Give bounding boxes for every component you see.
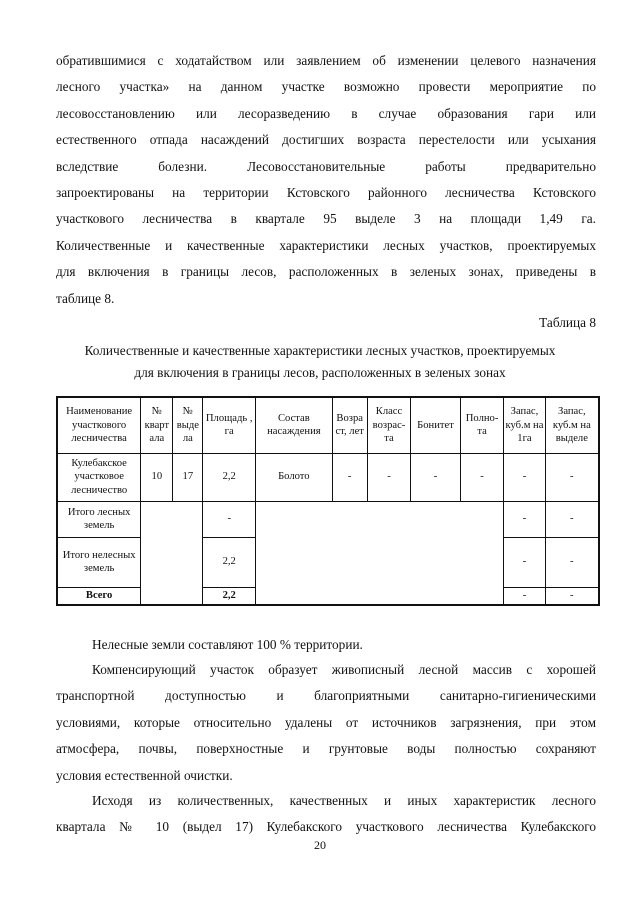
header-cell: Возра ст, лет [332,397,367,453]
table-cell-empty [256,501,504,605]
table-cell-empty [141,501,203,605]
text-line: лесного участка» на данном участке возможно провести мероприятие по [56,79,596,95]
text-line: для включения в границы лесов, расположенных в зеленых зонах, приведены в [56,264,596,280]
table-caption [40,340,600,384]
table-cell: - [545,453,599,501]
conclusion-paragraph [56,788,596,841]
table-row [57,453,599,501]
table-cell: 2,2 [203,587,256,605]
text-line: лесовосстановлению или лесоразведению в случае образования гари или [56,105,596,121]
table-cell: - [545,587,599,605]
table-cell: - [367,453,410,501]
text-line: условия естественной очистки. [56,767,233,783]
table-row [57,501,599,537]
table-cell: 10 [141,453,173,501]
table-cell: Всего [57,587,141,605]
text-line: обратившимися с ходатайством или заявлением об изменении целевого назначения [56,53,596,68]
text-line: условиями, которые относительно удалены от источников загрязнения, при этом [56,714,596,730]
forest-plots-table [56,396,600,606]
table-cell: - [504,501,545,537]
table-cell: - [332,453,367,501]
table-cell: - [504,453,545,501]
text-line: атмосфера, почвы, поверхностные и грунтовые воды полностью сохраняют [56,741,596,757]
compensating-plot-paragraph [56,657,596,789]
header-cell: Запас, куб.м на выделе [545,397,599,453]
text-line: запроектированы на территории Кстовского районного лесничества Кстовского [56,185,596,201]
table-caption-line: для включения в границы лесов, расположенных в зеленых зонах [134,365,506,380]
text-line: Компенсирующий участок образует живописный лесной массив с хорошей [92,662,596,677]
header-cell: Наименование участкового лесничества [57,397,141,453]
text-line: вследствие болезни. Лесовосстановительные работы предварительно [56,158,596,174]
table-cell: Итого нелесных земель [57,537,141,587]
text-line: естественного отпада насаждений достигших возраста перестелости или усыхания [56,132,596,148]
header-cell: Запас, куб.м на 1га [504,397,545,453]
intro-paragraph [56,48,596,312]
header-cell: № кварт ала [141,397,173,453]
page-number: 20 [314,838,326,852]
header-cell: Состав насаждения [256,397,333,453]
table-caption-line: Количественные и качественные характеристики лесных участков, проектируемых [84,343,556,358]
text-line: Количественные и качественные характеристики лесных участков, проектируемых [56,237,596,253]
header-cell: Класс возрас- та [367,397,410,453]
text-line: участкового лесничества в квартале 95 выделе 3 на площади 1,49 га. [56,211,596,227]
table-cell: 2,2 [203,453,256,501]
table-label: Таблица 8 [539,315,596,330]
table-cell: - [545,537,599,587]
header-cell: № выде ла [173,397,203,453]
table-cell: 17 [173,453,203,501]
text-line: транспортной доступностью и благоприятными санитарно-гигиеническими [56,688,596,704]
table-header-row [57,397,599,453]
table-cell: 2,2 [203,537,256,587]
text-line: квартала № 10 (выдел 17) Кулебакского участкового лесничества Кулебакского [56,819,596,835]
header-cell: Полно- та [460,397,503,453]
table-cell: - [411,453,461,501]
text-line: Исходя из количественных, качественных и иных характеристик лесного [92,793,596,808]
table-cell: Кулебакское участковое лесничество [57,453,141,501]
table-cell: - [203,501,256,537]
table-cell: - [504,537,545,587]
table-cell: - [545,501,599,537]
table-cell: Итого лесных земель [57,501,141,537]
text-line: таблице 8. [56,290,115,306]
header-cell: Площадь , га [203,397,256,453]
header-cell: Бонитет [411,397,461,453]
nonforest-note: Нелесные земли составляют 100 % территории. [92,637,363,652]
table-cell: - [504,587,545,605]
table-cell: - [460,453,503,501]
table-cell: Болото [256,453,333,501]
